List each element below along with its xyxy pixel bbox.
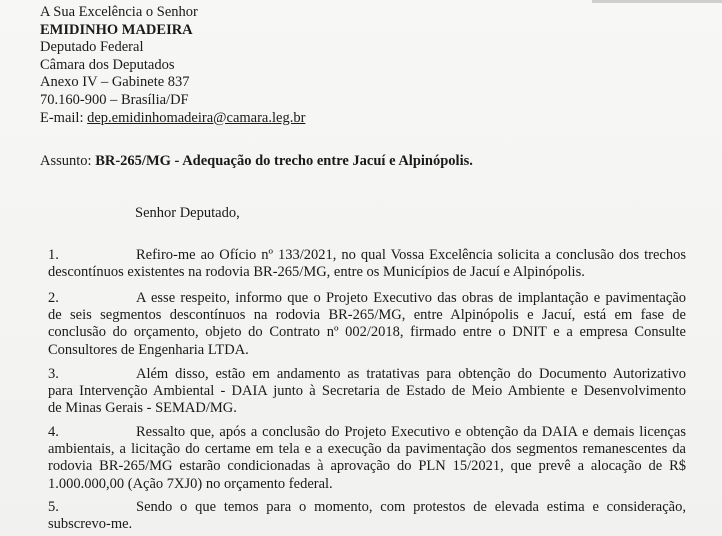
paragraph-line: de Minas Gerais - SEMAD/MG.	[48, 400, 237, 417]
paragraph-line: Refiro-me ao Ofício nº 133/2021, no qual Vossa Excelência solicita a conclusão dos trechos	[136, 247, 686, 263]
paragraph-line: Além disso, estão em andamento as tratativas para obtenção do Documento Autorizativo	[136, 366, 686, 382]
paragraph-line: subscrevo-me.	[48, 516, 133, 533]
paragraph-4	[48, 424, 686, 493]
paragraph-3	[48, 366, 686, 418]
greeting: Senhor Deputado,	[135, 205, 240, 221]
paragraph-line: Sendo o que temos para o momento, com protestos de elevada estima e consideração,	[136, 499, 686, 515]
paragraph-line: A esse respeito, informo que o Projeto Executivo das obras de implantação e pavimentação	[136, 290, 686, 306]
paragraph-line: Ressalto que, após a conclusão do Projeto Executivo e obtenção da DAIA e demais licenças	[136, 424, 686, 440]
paragraph-number: 3.	[48, 366, 59, 382]
paragraph-1	[48, 247, 686, 281]
recipient-title: Deputado Federal	[40, 39, 144, 56]
paragraph-number: 2.	[48, 290, 59, 306]
paragraph-line: descontínuos existentes na rodovia BR-265/MG, entre os Municípios de Jacuí e Alpinópolis.	[48, 264, 585, 281]
header-rule	[592, 0, 722, 3]
paragraph-number: 5.	[48, 499, 59, 515]
paragraph-line: ambientais, a licitação do certame em tela e a execução da pavimentação dos segmentos remanescentes da	[48, 441, 686, 458]
paragraph-line: conclusão do orçamento, objeto do Contrato nº 002/2018, firmado entre o DNIT e a empresa Consulte	[48, 324, 686, 341]
recipient-postal: 70.160-900 – Brasília/DF	[40, 91, 189, 108]
paragraph-line: para Intervenção Ambiental - DAIA junto à Secretaria de Estado de Meio Ambiente e Desenvolvimento	[48, 383, 686, 400]
recipient-salutation: A Sua Excelência o Senhor	[40, 4, 198, 20]
recipient-institution: Câmara dos Deputados	[40, 56, 175, 73]
paragraph-line: de seis segmentos descontínuos na rodovia BR-265/MG, entre Alpinópolis e Jacuí, está em fase de	[48, 307, 686, 324]
recipient-office: Anexo IV – Gabinete 837	[40, 74, 190, 91]
paragraph-number: 1.	[48, 247, 59, 263]
recipient-block	[40, 4, 305, 127]
email-label: E-mail:	[40, 109, 88, 126]
paragraph-line: 1.000.000,00 (Ação 7XJ0) no orçamento federal.	[48, 475, 333, 492]
recipient-email-line	[40, 110, 305, 128]
email-link[interactable]: dep.emidinhomadeira@camara.leg.br	[87, 109, 306, 126]
paragraph-2	[48, 290, 686, 359]
subject-line	[40, 153, 473, 170]
recipient-name: EMIDINHO MADEIRA	[40, 21, 193, 38]
paragraph-line: Consultores de Engenharia LTDA.	[48, 341, 249, 358]
subject-text: BR-265/MG - Adequação do trecho entre Jacuí e Alpinópolis.	[95, 153, 473, 169]
subject-label: Assunto:	[40, 153, 96, 169]
paragraph-number: 4.	[48, 424, 59, 440]
paragraph-5	[48, 499, 686, 533]
paragraph-line: rodovia BR-265/MG estarão condicionadas à aprovação do PLN 15/2021, que prevê a alocação de R$	[48, 458, 686, 475]
